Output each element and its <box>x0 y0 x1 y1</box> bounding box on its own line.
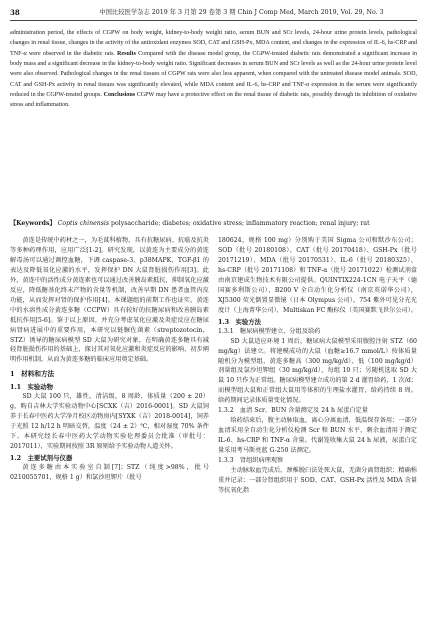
keywords-list: polysaccharide; diabetes; oxidative stress; inflammatory reaction; renal injury; rat <box>109 220 370 227</box>
conclusions-label: Conclusions <box>103 92 136 99</box>
section-heading-materials: 1 材料和方法 <box>10 370 55 379</box>
subsection-heading-animals: 1.1 实验动物 <box>10 383 54 392</box>
keywords <box>10 219 417 228</box>
subsection-heading-methods: 1.3 实验方法 <box>218 317 262 326</box>
reagents-paragraph: 黄连多糖由本实验室自制[7]；STZ（纯度>98%，批号 0210055701，规格 1 g）和氯沙坦钾片（批号 <box>10 464 209 482</box>
left-column <box>10 236 209 483</box>
subsection-heading-reagents: 1.2 主要试剂与仪器 <box>10 454 73 463</box>
subsection-heading-model: 1.3.1 糖尿病模型建立、分组及给药 <box>218 327 321 335</box>
running-header <box>10 7 417 19</box>
keywords-species: Coptis chinensis <box>57 220 110 227</box>
animals-paragraph: SD 大鼠 100 只，雄性，清洁级，8 周龄，体质量（200 ± 20）g，购自吉林大学实验动物中心[SCXK（吉）2016-0001]。SD 大鼠饲养于长春中医药大学净月校区动物房内[SYXK（吉）2018-0014]，饲养于光照 12 h/12 h 明暗交替，温度（24 ± 2）℃，相对湿度 70% 条件下。本研究经长春中医药大学动物实验伦理委员会批准（审批号：2017011），实验期间按照 3R 原则给予实验动物人道关怀。 <box>10 393 209 451</box>
english-abstract <box>10 28 417 111</box>
results-text: Compared with the disease model group, the CGPW-treated diabetic rats demonstrated a significant increase in body mass and a significant decrease in the kidney-to-body weight ratio. Significant decreases in serum BUN and SCr levels as well as the 24-hour urine protein level were also observed. Pathological changes in the renal tissues of CGPW rats were also less apparent, when compared with the untreated disease model animals. SOD, CAT and GSH-Px activity in renal tissues was significantly elevated, while MDA content and IL-6, hs-CRP and TNF-α expression in the serum were significantly reduced in the CGPW-treated groups. <box>10 50 417 99</box>
conclusions-text: CGPW may have a protective effect on the renal tissue of diabetic rats, possibly through its inhibition of oxidative stress and inflammation. <box>10 92 417 109</box>
subsection-heading-serum: 1.3.2 血清 Scr、BUN 含量测定及 24 h 尿蛋白定量 <box>218 407 368 415</box>
reagents-paragraph-cont: 180624，规格 100 mg）分别购于美国 Sigma 公司和默沙东公司；SOD（批号 20180108）、CAT（批号 20170418）、GSH-Px（批号 20171219）、MDA（批号 20170531）、IL-6（批号 20180325）、hs-CRP（批号 20171108）和 TNF-α（批号 20171022）检测试剂盒由南京建成生物技术有限公司提供。QUINTIX224-1CN 电子天平（德国赛多利斯公司），B200 V 全自动生化分析仪（南京英诺华公司），XJ5300 荧光倒置显微镜（日本 Olympus 公司），754 紫外可见分光光度计（上海菁华公司），Multiskan FC 酶标仪（美国赛默飞世尔公司）。 <box>218 237 417 314</box>
abstract-methods-text: administration period, the effects of CGPW on body weight, kidney-to-body weight ratio, serum BUN and SCr levels, 24-hour urine protein levels, pathological changes in renal tissue, changes in the activity of the antioxidant enzymes SOD, CAT and GSH-Px, MDA content, and changes in the expression of IL-6, hs-CRP and TNF-α were observed in the diabetic rats. <box>10 30 417 57</box>
header-rule <box>10 20 417 21</box>
pathology-paragraph: 主动脉取血完成后，颈椎脱臼法处死大鼠，无菌分离肾组织；精确称重并记录；一部分肾组织用于 SOD、CAT、GSH-Px 活性及 MDA 含量等抗氧化指 <box>218 467 417 495</box>
right-column <box>218 236 417 496</box>
results-label: Results <box>117 50 136 57</box>
intro-paragraph: 黄连是传统中药材之一，为毛茛科植物，具有抗糖尿病、抗癌及抗炎等多种药理作用，应用广泛[1-2]。研究发现，以黄连为主要成分的黄连解毒汤可以通过调控血糖，下调 caspase-3、p38MAPK、TGF-β1 的表达及降低氧化应激的水平，发挥保护 DN 大鼠肾脏损伤作用[3]。此外，黄连中的活性成分黄连素也可以通过改善胰岛素抵抗，抑制氧化应激反应，降低糖基化终末产物的含量等机制，改善早期 DN 患者血管内皮功能，从而发挥对肾的保护作用[4]。本课题组的前期工作也证实，黄连中的水溶性成分黄连多糖（CCPW）具有较好的抗糖尿病和改善胰岛素抵抗作用[5-6]。鉴于以上原因，并充分考虑氧化应激及炎症反应在糖尿病肾病进展中的重要作用，本研究以链脲佐菌素（streptozotocin，STZ）诱导的糖尿病模型 SD 大鼠为研究对象，在明确黄连多糖具有减轻肾脏损伤作用的基础上，探讨其对氧化应激和炎症反应的影响，初步阐明作用机制，从而为黄连多糖的临床应用奠定基础。 <box>10 237 209 364</box>
subsection-heading-pathology: 1.3.3 肾组织病理观察 <box>218 457 284 465</box>
keywords-label: 【Keywords】 <box>10 220 56 227</box>
page-number: 38 <box>10 8 20 17</box>
model-paragraph: SD 大鼠适应环境 1 周后，糖尿病大鼠模型采用腹腔注射 STZ（60 mg/kg）法建立。将建模成功的大鼠（血糖≥16.7 mmol/L）按体质量随机分为模型组，黄连多糖高（300 mg/kg/d）、低（100 mg/kg/d）剂量组及氯沙坦钾组（30 mg/kg/d），每组 10 只；另随机选取 SD 大鼠 10 只作为正常组。糖尿病模型建立成功的第 2 d 灌胃给药，1 次/d；而模型组大鼠和正常组大鼠用等体积的生理盐水灌胃，给药持续 8 周。给药期间记录体质量变化情况。 <box>218 337 417 405</box>
running-title: 中国比较医学杂志 2019 年 3 月第 29 卷第 3 期 Chin J Comp Med, March 2019, Vol. 29, No. 3 <box>99 9 384 16</box>
serum-paragraph: 给药结束后，腹主动脉取血，离心分离血清，低温保存备用；一部分血清采用全自动生化分析仪检测 Scr 和 BUN 水平，剩余血清用于测定 IL-6、hs-CRP 和 TNF-α 含量。代谢笼收集大鼠 24 h 尿液，尿蛋白定量采用考马斯亮蓝 G-250 法测定。 <box>218 417 417 455</box>
